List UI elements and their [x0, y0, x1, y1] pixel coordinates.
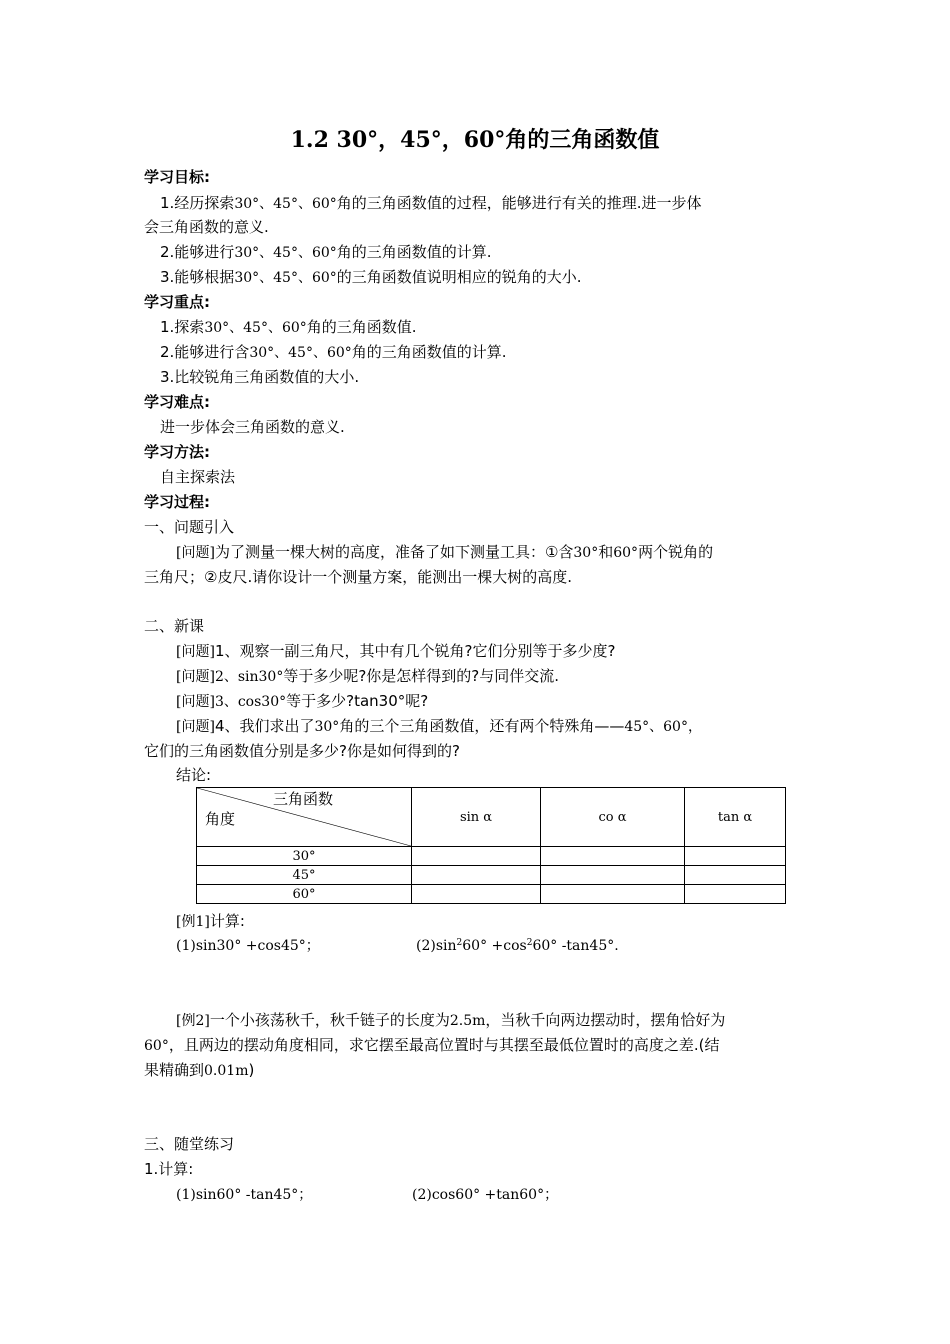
table-row-angle: 30° [197, 847, 412, 866]
table-row [197, 866, 786, 885]
conclusion-label: 结论: [176, 766, 212, 784]
section-1-title: 一、问题引入 [144, 518, 235, 536]
method-text: 自主探索法 [160, 468, 236, 486]
practice-problem-1: (1)sin60° -tan45°； [176, 1187, 313, 1203]
objective-item-2: 2.能够进行30°、45°、60°角的三角函数值的计算. [160, 243, 492, 261]
section-3-title: 三、随堂练习 [144, 1135, 235, 1153]
practice-problem-2: (2)cos60° +tan60°； [412, 1187, 559, 1203]
section-2-title: 二、新课 [144, 617, 205, 635]
table-row [197, 885, 786, 904]
question-4: [问题]4、我们求出了30°角的三个三角函数值，还有两个特殊角——45°、60°， [176, 717, 702, 735]
objectives-heading: 学习目标: [144, 168, 210, 186]
table-row-angle: 60° [197, 885, 412, 904]
question-2: [问题]2、sin30°等于多少呢?你是怎样得到的?与同伴交流. [176, 667, 560, 685]
table-header-sin: sin α [412, 788, 541, 847]
example-1-problem-1: (1)sin30° +cos45°； [176, 938, 320, 954]
question-0: [问题]为了测量一棵大树的高度，准备了如下测量工具：①含30°和60°两个锐角的 [176, 543, 714, 561]
table-header-tan: tan α [685, 788, 786, 847]
question-4-cont: 它们的三角函数值分别是多少?你是如何得到的? [144, 742, 460, 760]
keypoint-item-2: 2.能够进行含30°、45°、60°角的三角函数值的计算. [160, 343, 507, 361]
keypoint-item-3: 3.比较锐角三角函数值的大小. [160, 368, 360, 386]
table-header-cos: co α [541, 788, 685, 847]
keypoints-heading: 学习重点: [144, 293, 210, 311]
conclusion-table [196, 787, 786, 904]
process-heading: 学习过程: [144, 493, 210, 511]
objective-item-1-cont: 会三角函数的意义. [144, 218, 269, 236]
question-0-cont: 三角尺；②皮尺.请你设计一个测量方案，能测出一棵大树的高度. [144, 568, 572, 586]
table-corner-cell [197, 788, 412, 847]
page-title: 1.2 30°，45°，60°角的三角函数值 [290, 127, 660, 153]
example-2-line-1: [例2]一个小孩荡秋千，秋千链子的长度为2.5m，当秋千向两边摆动时，摆角恰好为 [176, 1011, 726, 1029]
objective-item-3: 3.能够根据30°、45°、60°的三角函数值说明相应的锐角的大小. [160, 268, 582, 286]
table-corner-bottom: 角度 [205, 810, 236, 828]
objective-item-1: 1.经历探索30°、45°、60°角的三角函数值的过程，能够进行有关的推理.进一步体 [160, 194, 702, 212]
method-heading: 学习方法: [144, 443, 210, 461]
question-3: [问题]3、cos30°等于多少?tan30°呢? [176, 692, 429, 710]
example-1-problem-2: $(2)\sin^260^\circ +\cos^260^\circ$ -tan45°. [416, 938, 619, 954]
table-row-angle: 45° [197, 866, 412, 885]
question-1: [问题]1、观察一副三角尺，其中有几个锐角?它们分别等于多少度? [176, 642, 616, 660]
example-2-line-3: 果精确到0.01m) [144, 1061, 255, 1079]
table-corner-top: 三角函数 [273, 790, 334, 808]
difficulty-heading: 学习难点: [144, 393, 210, 411]
table-row [197, 847, 786, 866]
example-1-label: [例1]计算: [176, 912, 245, 930]
keypoint-item-1: 1.探索30°、45°、60°角的三角函数值. [160, 318, 417, 336]
difficulty-text: 进一步体会三角函数的意义. [160, 418, 345, 436]
practice-item-1: 1.计算: [144, 1160, 194, 1178]
example-2-line-2: 60°，且两边的摆动角度相同，求它摆至最高位置时与其摆至最低位置时的高度之差.(结 [144, 1036, 720, 1054]
